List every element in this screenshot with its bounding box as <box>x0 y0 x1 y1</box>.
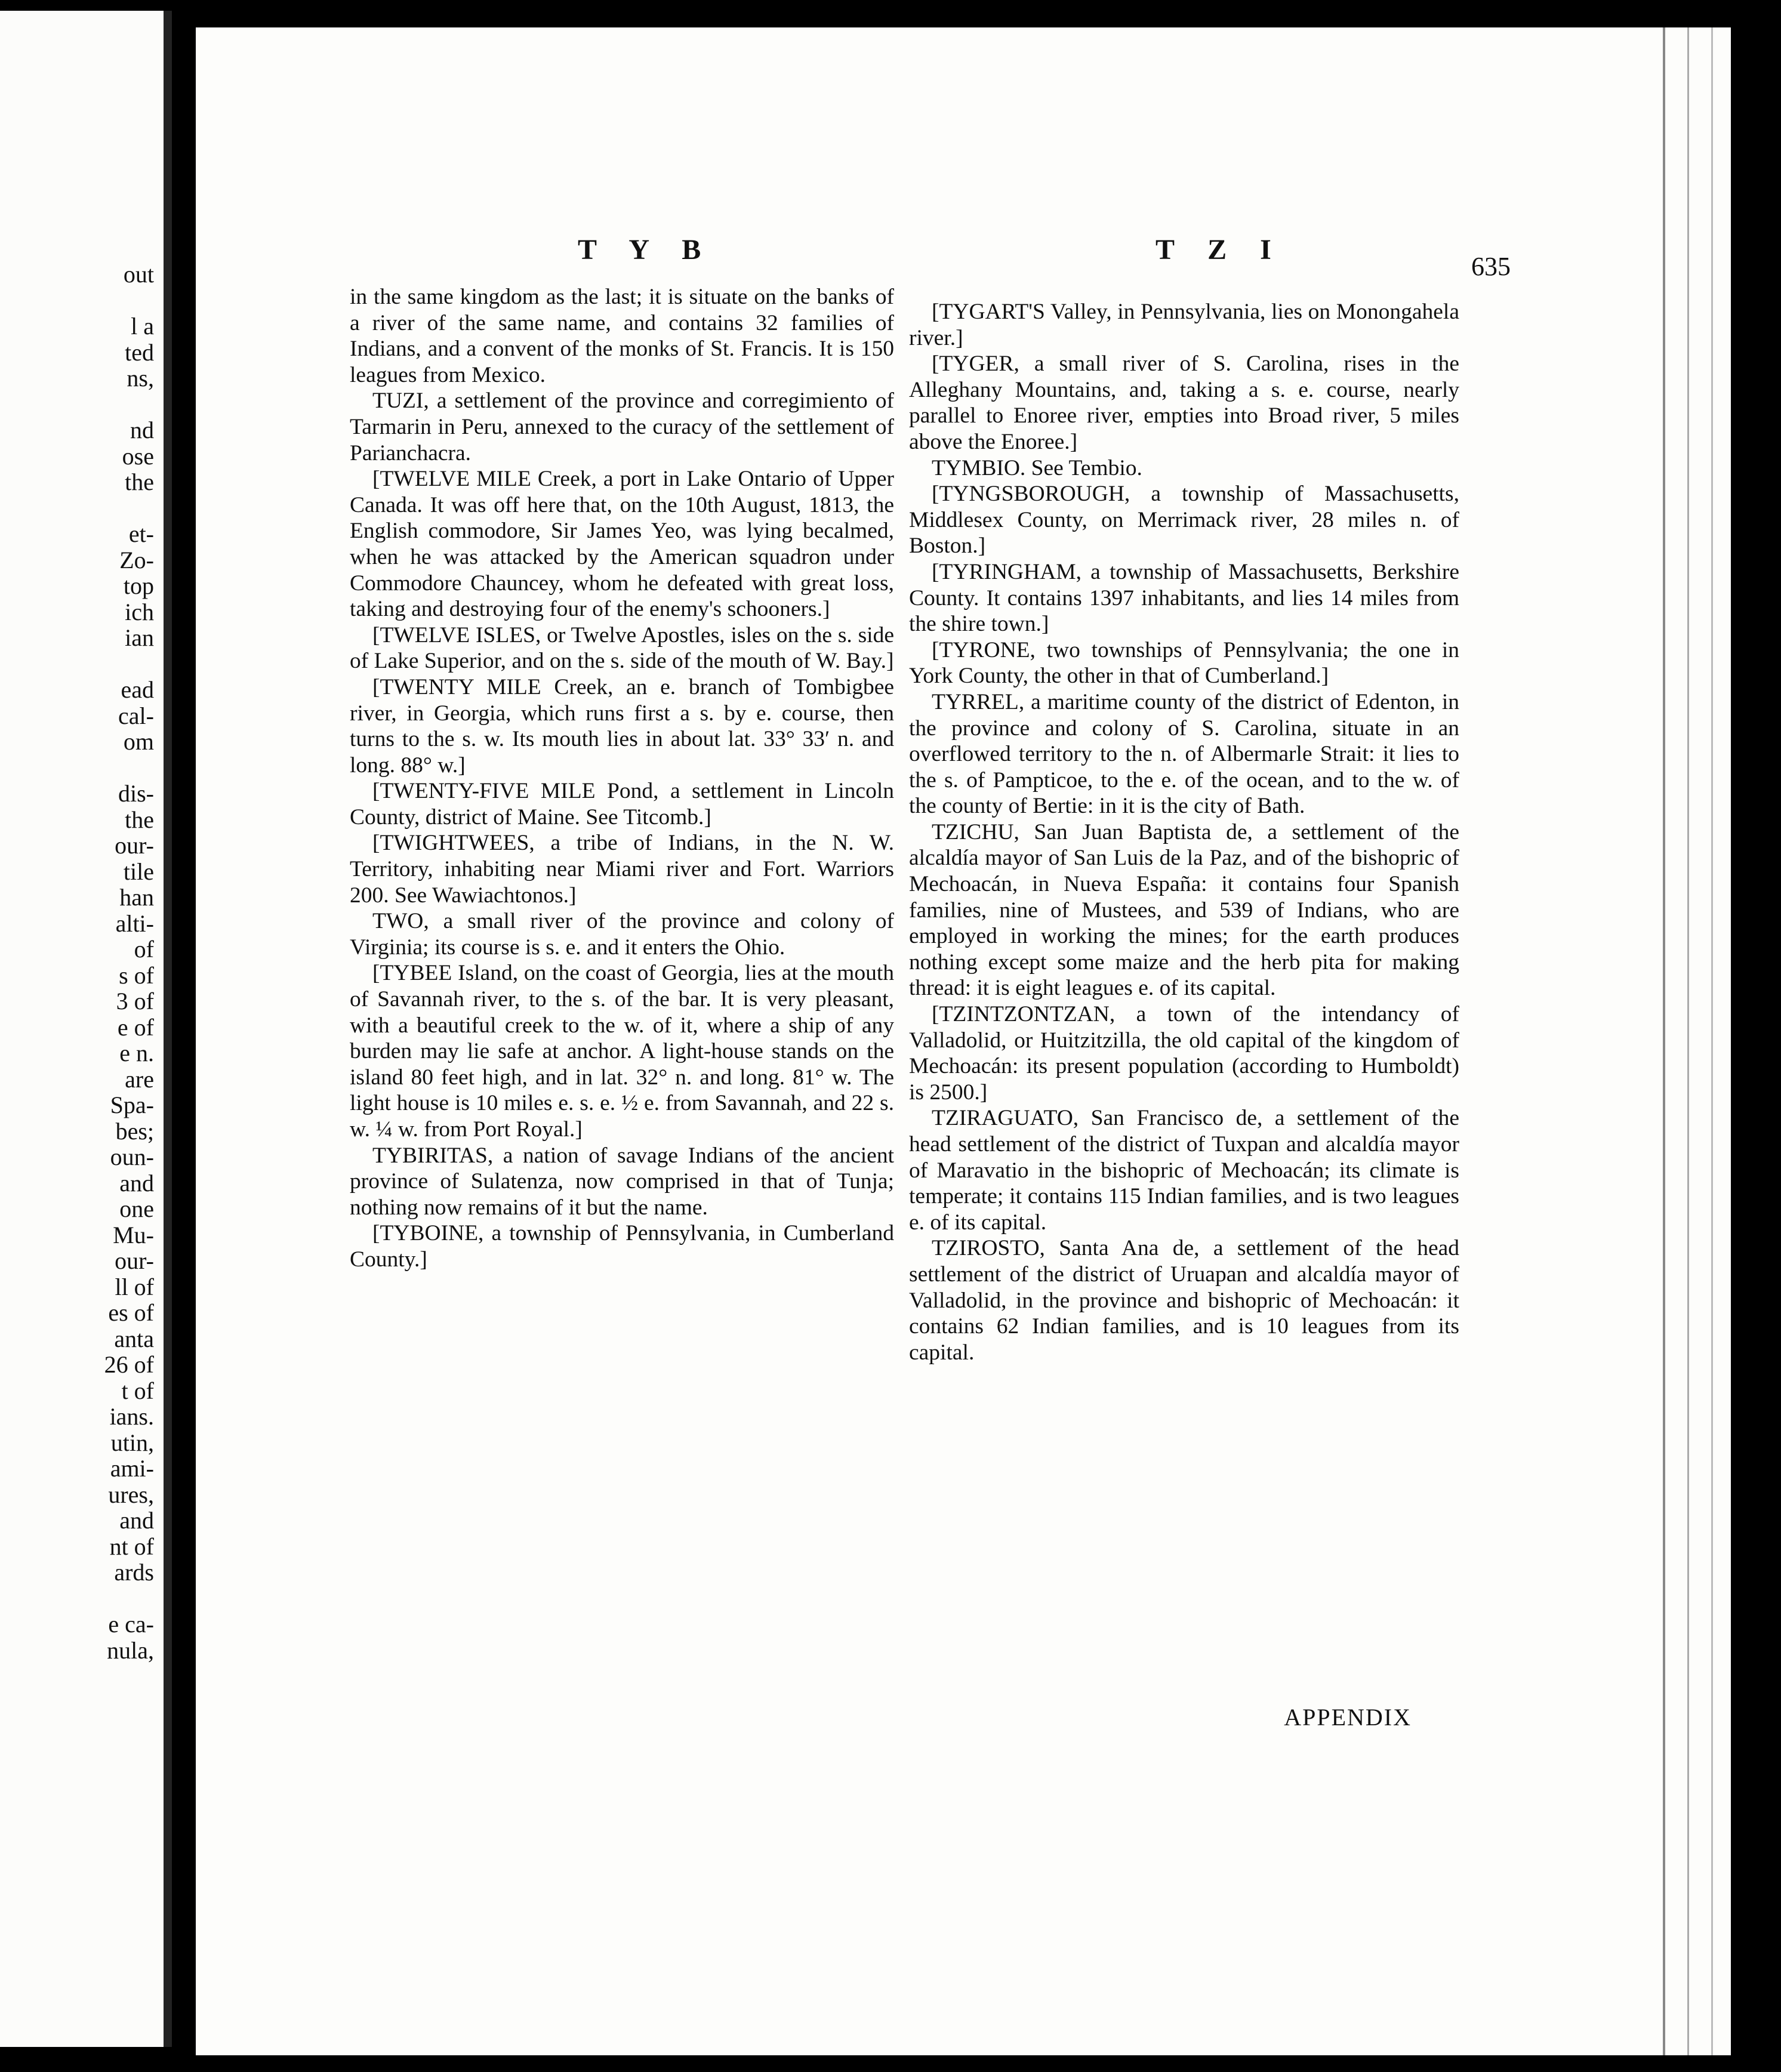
dictionary-entry: TZICHU, San Juan Baptista de, a settlement of the alcaldía mayor of San Luis de la Paz, and of the bishopric of Mechoacán, in Nueva España: it contains four Spanish families, nine of Mustees, and 539 of Indians, who are employed in working the mines; for the earth produces nothing except some maize and the herb pita for making thread: it is eight leagues e. of its capital. <box>909 819 1459 1001</box>
fragment-line: ich <box>125 598 154 625</box>
fragment-line: of <box>134 936 154 963</box>
dictionary-entry: [TWIGHTWEES, a tribe of Indians, in the N. W. Territory, inhabiting near Miami river and Fort. Warriors 200. See Wawiachtonos.] <box>350 831 894 908</box>
page-edge-line <box>1687 27 1689 2055</box>
fragment-line: ose <box>122 442 154 470</box>
dictionary-entry: TWO, a small river of the province and colony of Virginia; its course is s. e. and it enters the Ohio. <box>350 909 894 960</box>
fragment-line: ead <box>121 676 154 703</box>
fragment-line: cal- <box>118 702 154 729</box>
dictionary-entry: [TWENTY MILE Creek, an e. branch of Tombigbee river, in Georgia, which runs first a s. by e. course, then turns to the s. w. Its mouth lies in about lat. 33° 33′ n. and long. 88° w.] <box>350 674 894 778</box>
dictionary-entry: [TYGART'S Valley, in Pennsylvania, lies on Monongahela river.] <box>909 300 1459 350</box>
dictionary-entry: [TYNGSBOROUGH, a township of Massachusetts, Middlesex County, on Merrimack river, 28 miles n. of Boston.] <box>909 482 1459 559</box>
fragment-line: top <box>123 572 154 599</box>
fragment-line: ll of <box>115 1273 154 1300</box>
dictionary-entry: [TYBEE Island, on the coast of Georgia, lies at the mouth of Savannah river, to the s. of the bar. It is very pleasant, with a beautiful creek to the w. of it, where a ship of any burden may lie safe at anchor. A light-house stands on the island 80 feet high, and in lat. 32° n. and long. 81° w. The light house is 10 miles e. s. e. ½ e. from Savannah, and 22 s. w. ¼ w. from Port Royal.] <box>350 961 894 1142</box>
fragment-line: our- <box>115 1247 154 1274</box>
dictionary-entry: [TWELVE MILE Creek, a port in Lake Ontario of Upper Canada. It was off here that, on the 10th August, 1813, the English commodore, Sir James Yeo, was lying becalmed, when he was attacked by the American squadron under Commodore Chauncey, whom he defeated with great loss, taking and destroying four of the enemy's schooners.] <box>350 467 894 622</box>
fragment-line: ards <box>114 1559 154 1586</box>
fragment-line: e of <box>117 1013 154 1041</box>
dictionary-entry: [TYBOINE, a township of Pennsylvania, in Cumberland County.] <box>350 1221 894 1272</box>
fragment-line: tile <box>123 858 154 885</box>
dictionary-entry: [TYRINGHAM, a township of Massachusetts, Berkshire County. It contains 1397 inhabitants, and lies 14 miles from the shire town.] <box>909 559 1459 637</box>
fragment-line: are <box>125 1065 154 1093</box>
fragment-line: e n. <box>119 1040 154 1066</box>
fragment-line: es of <box>108 1299 154 1326</box>
page-gutter <box>164 11 172 2047</box>
fragment-line: t of <box>121 1377 154 1404</box>
dictionary-entry: [TZINTZONTZAN, a town of the intendancy of Valladolid, or Huitzitzilla, the old capital of the kingdom of Mechoacán: its present population (according to Humboldt) is 2500.] <box>909 1002 1459 1105</box>
fragment-line: Zo- <box>119 546 154 574</box>
fragment-line: utin, <box>110 1429 154 1456</box>
fragment-line: the <box>125 806 154 833</box>
fragment-line: and <box>119 1169 154 1197</box>
fragment-line: bes; <box>115 1117 154 1145</box>
fragment-line: the <box>125 468 154 495</box>
facing-page-fragment <box>0 11 172 2047</box>
running-head-left: T Y B <box>578 234 714 266</box>
fragment-line: om <box>123 728 154 755</box>
fragment-line: nd <box>130 417 154 443</box>
dictionary-entry: TZIRAGUATO, San Francisco de, a settlement of the head settlement of the district of Tuxpan and alcaldía mayor of Maravatio in the bishopric of Mechoacán; its climate is temperate; it contains 115 Indian families, and is two leagues e. of its capital. <box>909 1106 1459 1235</box>
fragment-line: our- <box>115 832 154 859</box>
dictionary-entry: in the same kingdom as the last; it is situate on the banks of a river of the same name, and contains 32 families of Indians, and a convent of the monks of St. Francis. It is 150 leagues from Mexico. <box>350 285 894 387</box>
fragment-line <box>47 391 154 418</box>
fragment-line: ians. <box>109 1403 154 1430</box>
fragment-line: 26 of <box>104 1351 154 1378</box>
left-text-column <box>350 284 894 1273</box>
page-edge-line <box>1711 27 1713 2055</box>
fragment-line: dis- <box>118 780 154 807</box>
fragment-line <box>47 651 154 677</box>
dictionary-entry: [TYRONE, two townships of Pennsylvania; the one in York County, the other in that of Cumberland.] <box>909 637 1459 689</box>
fragment-line: ures, <box>108 1481 154 1508</box>
fragment-line: s of <box>119 961 154 989</box>
fragment-line: Spa- <box>110 1092 154 1118</box>
page-number: 635 <box>1471 252 1511 281</box>
dictionary-entry: [TYGER, a small river of S. Carolina, rises in the Alleghany Mountains, and, taking a s. e. course, nearly parallel to Enoree river, empties into Broad river, 5 miles above the Enoree.] <box>909 352 1459 454</box>
dictionary-entry: TZIROSTO, Santa Ana de, a settlement of the head settlement of the district of Uruapan and alcaldía mayor of Valladolid, in the province and bishopric of Mechoacán: it contains 62 Indian families, and is 10 leagues from its capital. <box>909 1236 1459 1365</box>
dictionary-entry: TYRREL, a maritime county of the district of Edenton, in the province and colony of S. Carolina, situate in an overflowed territory to the n. of Albermarle Strait: it lies to the s. of Pampticoe, to the e. of the ocean, and to the w. of the county of Bertie: in it is the city of Bath. <box>909 689 1459 819</box>
fragment-line: and <box>119 1507 154 1534</box>
fragment-line <box>47 1586 154 1612</box>
fragment-line: et- <box>128 520 154 547</box>
fragment-line: 3 of <box>116 988 154 1015</box>
catchword: APPENDIX <box>1284 1704 1412 1731</box>
dictionary-entry: TYMBIO. See Tembio. <box>932 455 1142 480</box>
fragment-line: nt of <box>109 1533 154 1560</box>
dictionary-entry: TUZI, a settlement of the province and corregimiento of Tarmarin in Peru, annexed to the curacy of the settlement of Parianchacra. <box>350 388 894 465</box>
facing-page-text-fragments <box>47 261 154 1663</box>
fragment-line: han <box>119 884 154 911</box>
fragment-line: oun- <box>110 1143 154 1170</box>
dictionary-entry: [TWELVE ISLES, or Twelve Apostles, isles on the s. side of Lake Superior, and on the s. side of the mouth of W. Bay.] <box>350 622 894 674</box>
right-text-column <box>909 299 1459 1365</box>
fragment-line: ted <box>125 338 154 366</box>
fragment-line: Mu- <box>113 1221 154 1248</box>
fragment-line: ns, <box>127 365 154 391</box>
fragment-line <box>47 755 154 781</box>
fragment-line <box>47 495 154 522</box>
fragment-line: ami- <box>110 1455 154 1482</box>
running-head-right: T Z I <box>1156 234 1284 266</box>
page-edge-line <box>1663 27 1665 2055</box>
fragment-line: out <box>123 261 154 288</box>
book-page <box>196 27 1731 2055</box>
fragment-line: l a <box>131 313 154 340</box>
fragment-line: nula, <box>107 1636 154 1664</box>
fragment-line: ian <box>125 624 154 651</box>
fragment-line: alti- <box>115 909 154 937</box>
fragment-line: one <box>119 1195 154 1222</box>
dictionary-entry: [TWENTY-FIVE MILE Pond, a settlement in Lincoln County, district of Maine. See Titcomb.] <box>350 779 894 830</box>
fragment-line: anta <box>114 1325 154 1352</box>
dictionary-entry: TYBIRITAS, a nation of savage Indians of the ancient province of Sulatenza, now comprised in that of Tunja; nothing now remains of it but the name. <box>350 1143 894 1220</box>
fragment-line: e ca- <box>108 1611 154 1638</box>
fragment-line <box>47 288 154 314</box>
